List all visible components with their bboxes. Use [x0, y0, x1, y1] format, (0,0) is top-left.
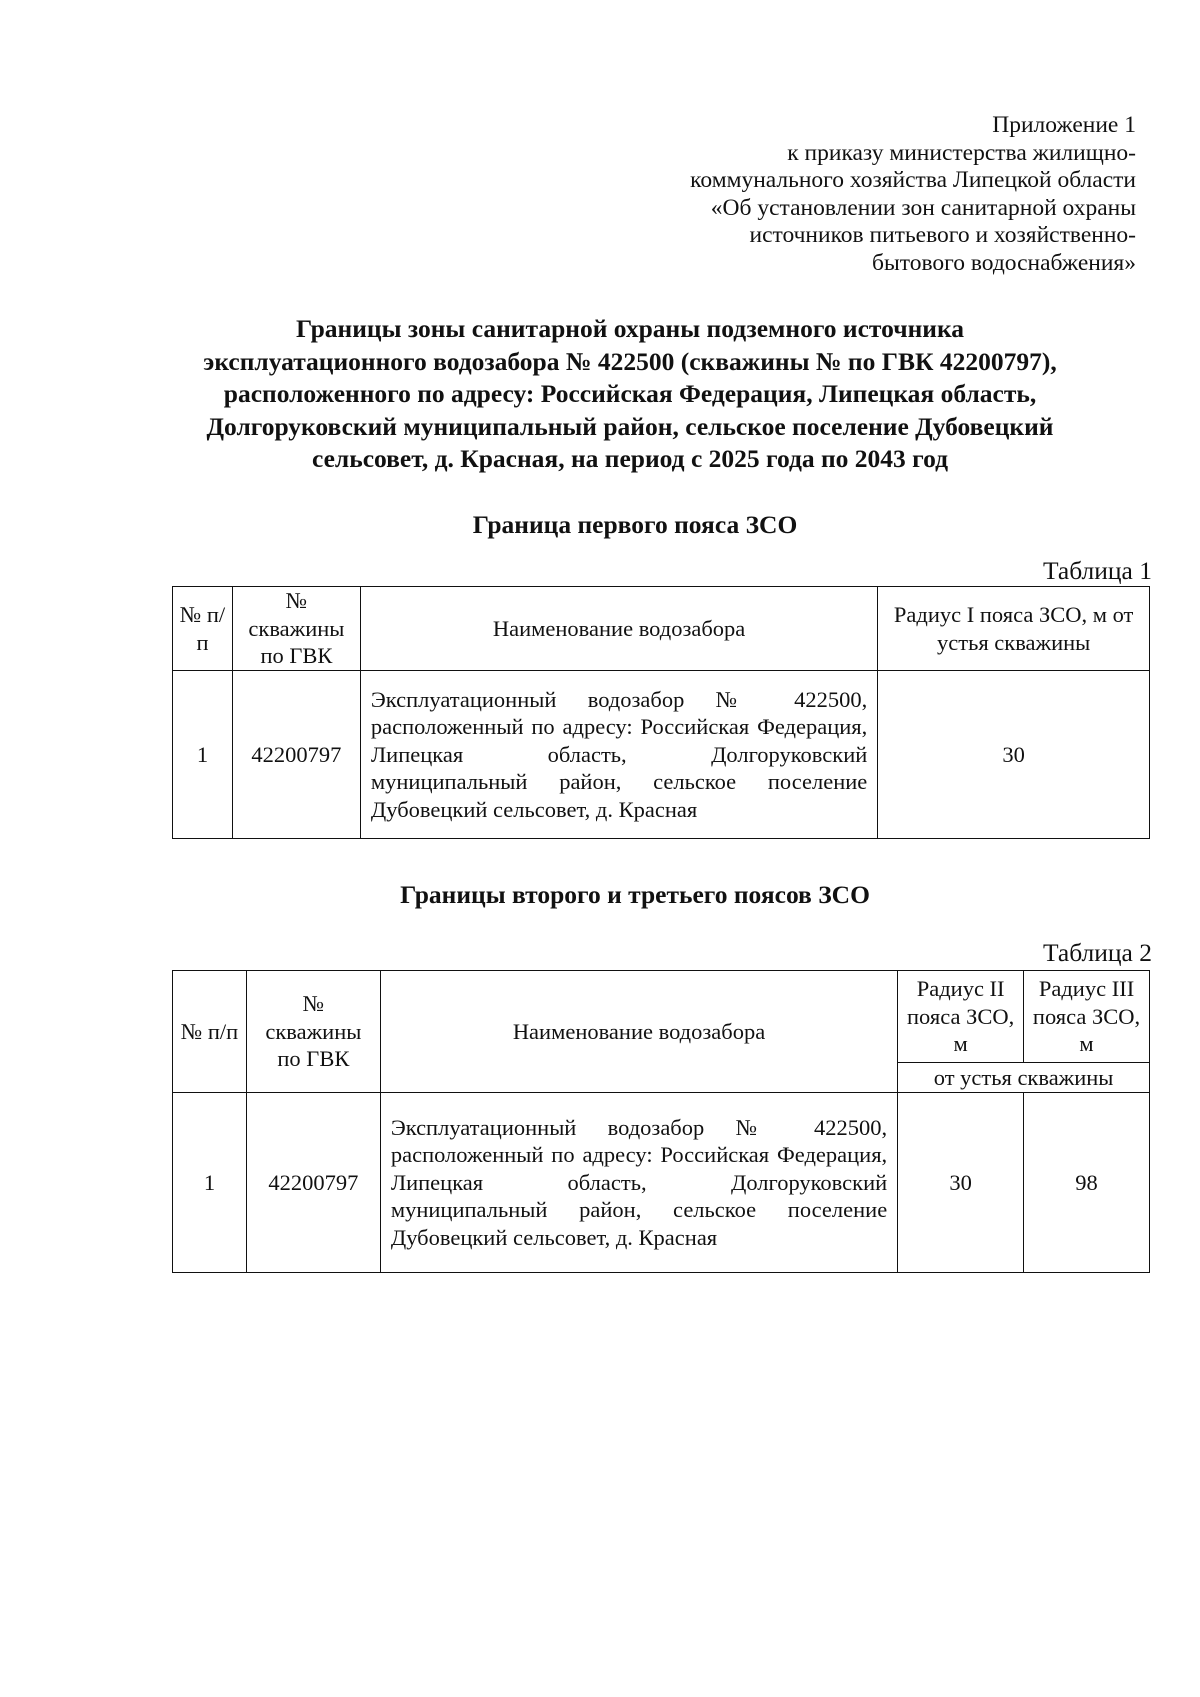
- table2-cell-well: 42200797: [246, 1093, 380, 1273]
- appendix-line: «Об установлении зон санитарной охраны: [710, 194, 1136, 221]
- table2-cell-radius3: 98: [1024, 1093, 1150, 1273]
- appendix-line: Приложение 1: [992, 112, 1136, 138]
- table2-header-radius2: Радиус II пояса ЗСО, м: [898, 971, 1024, 1063]
- document-title: [150, 313, 1110, 476]
- appendix-header: [576, 112, 1136, 277]
- title-line: Границы зоны санитарной охраны подземного источника: [295, 314, 965, 343]
- table1-cell-radius: 30: [878, 671, 1150, 839]
- table2: [172, 970, 1150, 1273]
- table1-cell-well: 42200797: [232, 671, 360, 839]
- appendix-line: бытового водоснабжения»: [872, 249, 1136, 276]
- table2-header-from: от устья скважины: [898, 1063, 1150, 1093]
- table-row: [173, 671, 1150, 839]
- table-row: [173, 1093, 1150, 1273]
- table2-header-radius3: Радиус III пояса ЗСО, м: [1024, 971, 1150, 1063]
- table1-header-row: [173, 587, 1150, 671]
- table1-cell-num: 1: [173, 671, 233, 839]
- table1-header-num: № п/п: [173, 587, 233, 671]
- title-line: Долгоруковский муниципальный район, сельское поселение Дубовецкий: [206, 411, 1054, 441]
- table1-cell-name: Эксплуатационный водозабор № 422500, расположенный по адресу: Российская Федерация, Липецкая область, Долгоруковский муниципальный район, сельское поселение Дубовецкий сельсовет, д. Красная: [360, 671, 877, 839]
- table2-header-row: [173, 971, 1150, 1063]
- table2-header-num: № п/п: [173, 971, 247, 1093]
- title-line: сельсовет, д. Красная, на период с 2025 года по 2043 год: [311, 444, 949, 473]
- table1: [172, 586, 1150, 839]
- table2-caption: Таблица 2: [1042, 938, 1152, 967]
- section2-heading: Границы второго и третьего поясов ЗСО: [400, 880, 870, 909]
- table2-cell-radius2: 30: [898, 1093, 1024, 1273]
- appendix-line: источников питьевого и хозяйственно-: [749, 222, 1136, 248]
- table2-header-name: Наименование водозабора: [380, 971, 897, 1093]
- title-line: расположенного по адресу: Российская Федерация, Липецкая область,: [223, 379, 1037, 408]
- appendix-line: коммунального хозяйства Липецкой области: [690, 167, 1136, 193]
- table1-header-name: Наименование водозабора: [360, 587, 877, 671]
- table2-cell-num: 1: [173, 1093, 247, 1273]
- table1-header-radius: Радиус I пояса ЗСО, м от устья скважины: [878, 587, 1150, 671]
- table1-header-well: № скважины по ГВК: [232, 587, 360, 671]
- table2-header-well: № скважины по ГВК: [246, 971, 380, 1093]
- appendix-line: к приказу министерства жилищно-: [787, 139, 1136, 166]
- table2-cell-name: Эксплуатационный водозабор № 422500, расположенный по адресу: Российская Федерация, Липецкая область, Долгоруковский муниципальный район, сельское поселение Дубовецкий сельсовет, д. Красная: [380, 1093, 897, 1273]
- table1-caption: Таблица 1: [1042, 556, 1152, 585]
- section1-heading: Граница первого пояса ЗСО: [472, 510, 798, 539]
- title-line: эксплуатационного водозабора № 422500 (скважины № по ГВК 42200797),: [203, 346, 1057, 376]
